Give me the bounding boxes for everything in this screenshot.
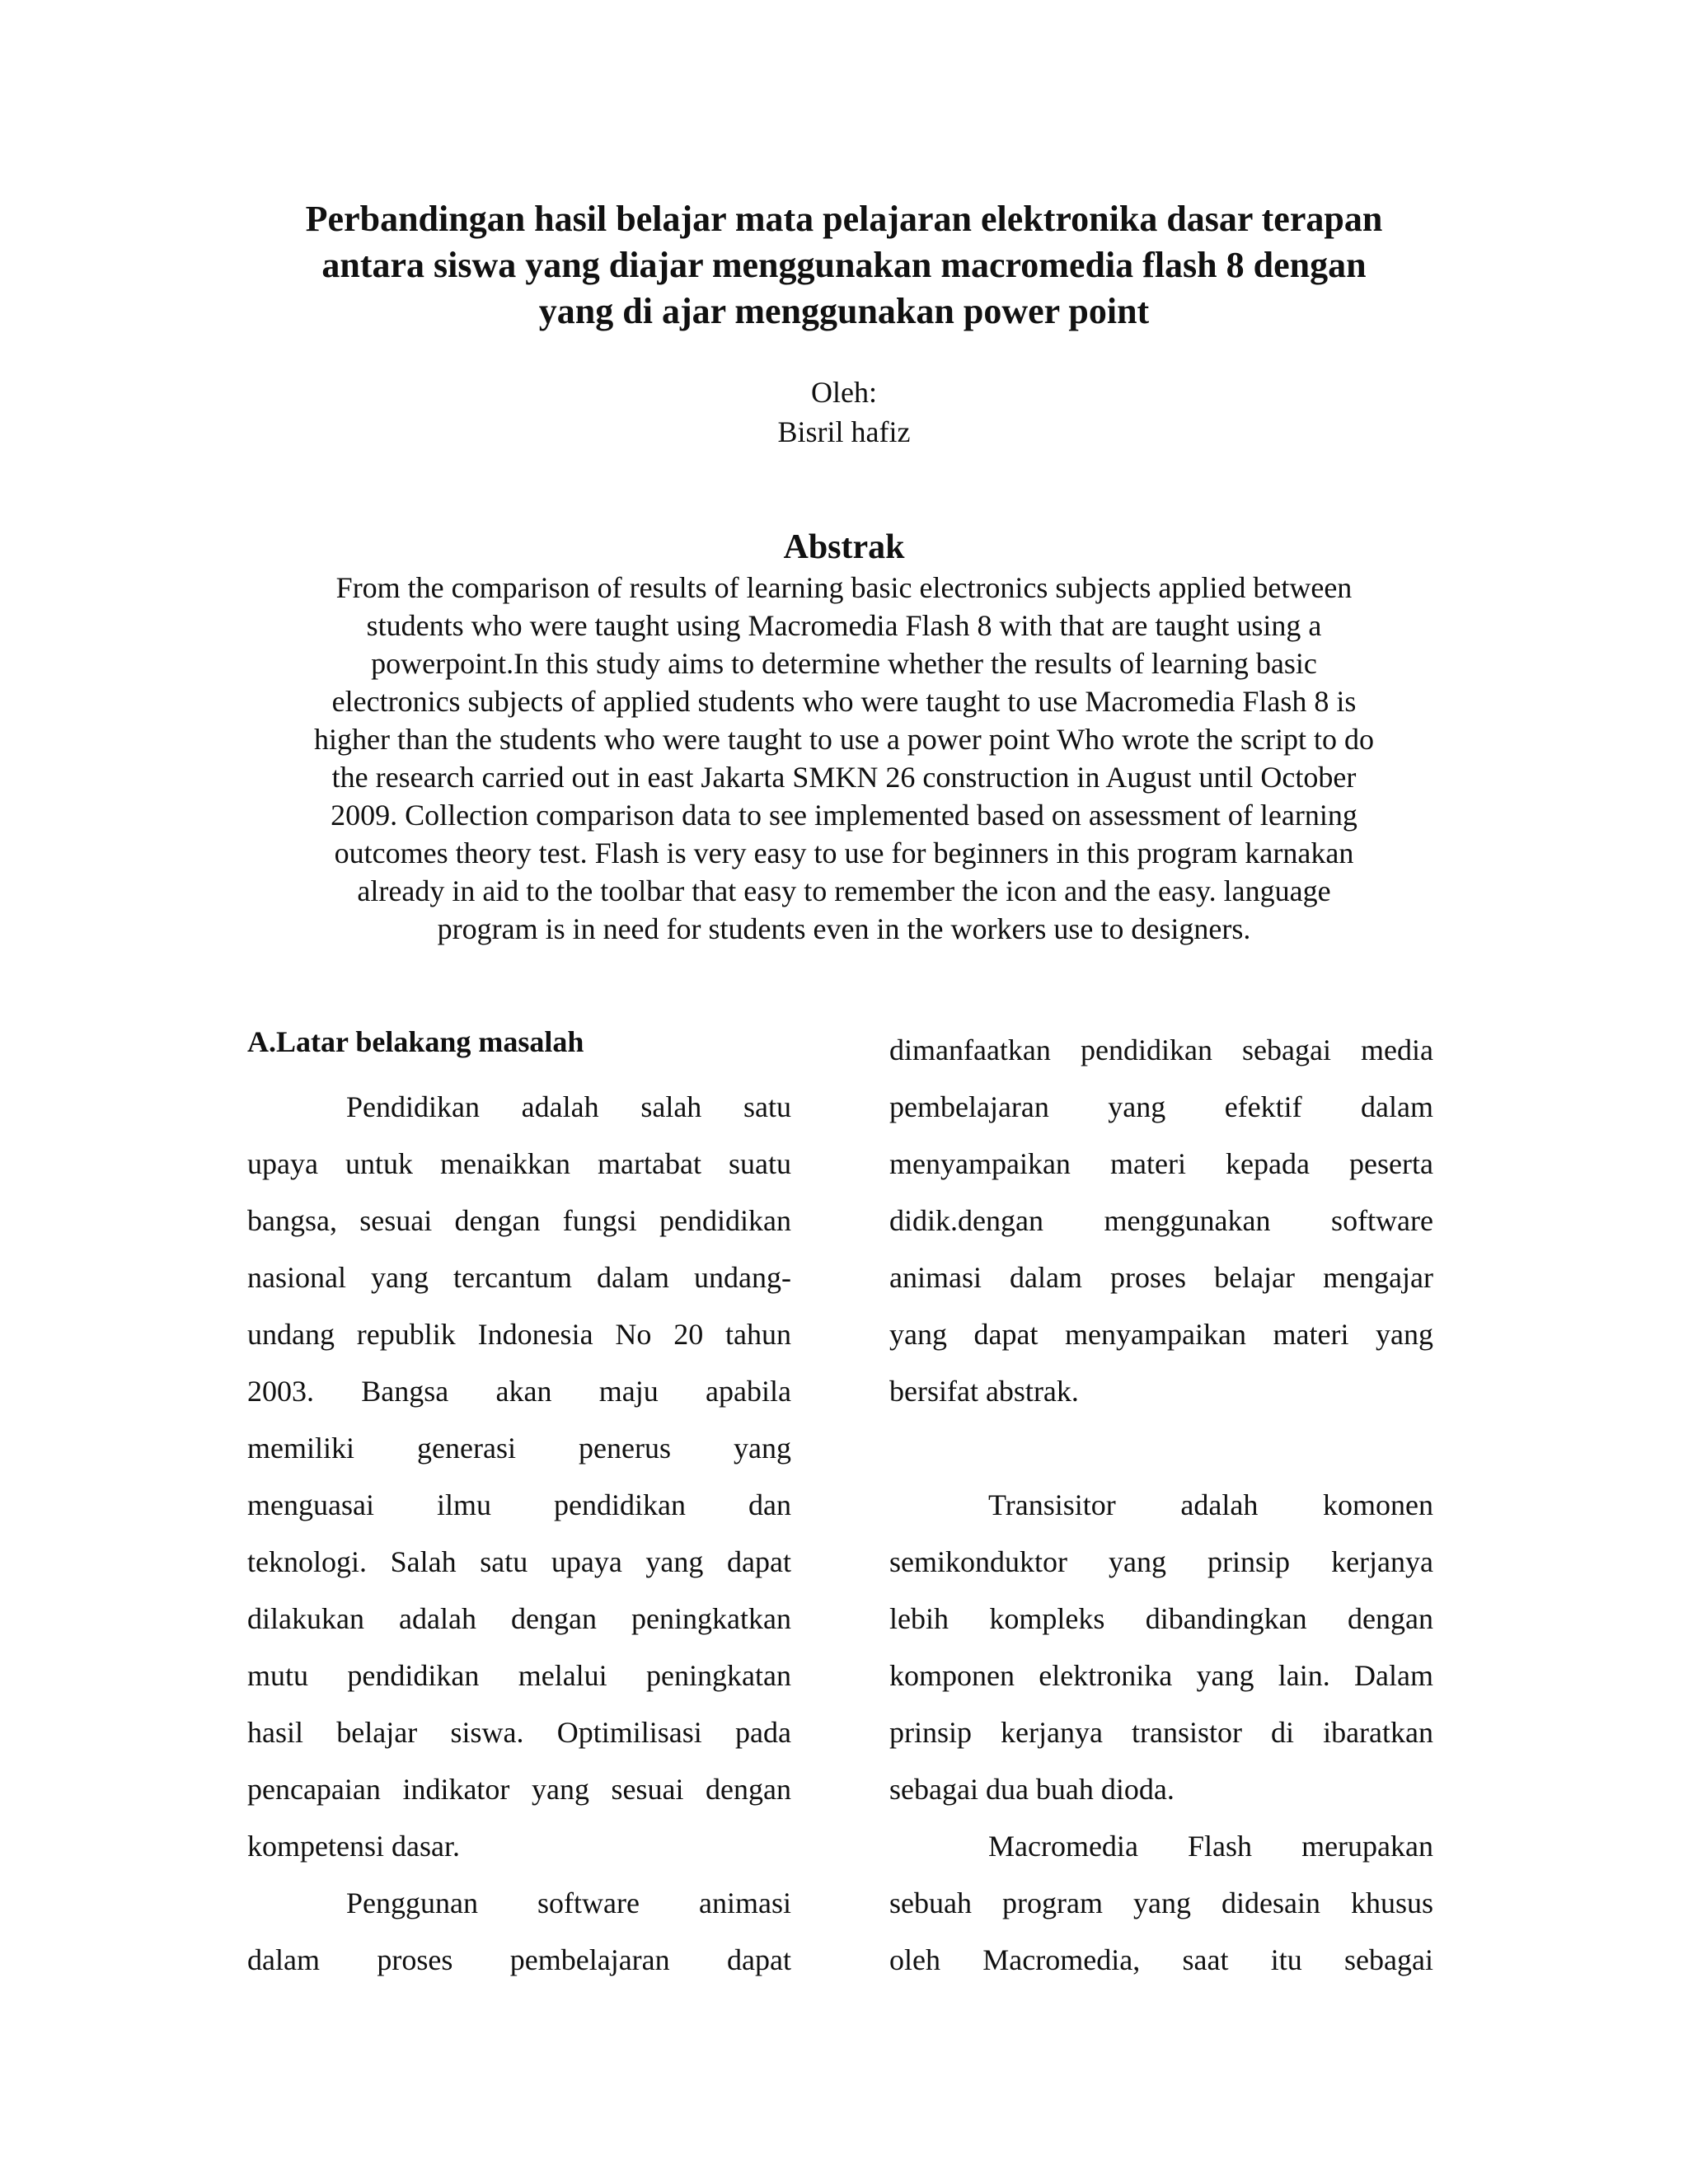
section-heading: A.Latar belakang masalah [247, 1025, 584, 1058]
byline [597, 373, 1091, 452]
text-line: dilakukan adalah dengan peningkatkan [247, 1602, 791, 1635]
abstract-text [239, 569, 1449, 948]
text-line: Penggunan software animasi [346, 1886, 791, 1919]
text-line: dalam proses pembelajaran dapat [247, 1943, 791, 1976]
author-name: Bisril hafiz [777, 415, 911, 448]
text-line: 2003. Bangsa akan maju apabila [247, 1375, 791, 1408]
abstract-line: outcomes theory test. Flash is very easy to use for beginners in this program karnakan [334, 837, 1354, 869]
byline-label: Oleh: [811, 376, 877, 409]
abstract-line: the research carried out in east Jakarta SMKN 26 construction in August until October [331, 761, 1357, 794]
abstract-line: higher than the students who were taught to use a power point Who wrote the script to do [313, 723, 1375, 756]
paragraph [889, 1477, 1433, 1818]
abstract-line: students who were taught using Macromedia Flash 8 with that are taught using a [366, 609, 1322, 642]
text-line: animasi dalam proses belajar mengajar [889, 1261, 1433, 1294]
paragraph [889, 1818, 1433, 1989]
abstract-line: electronics subjects of applied students who were taught to use Macromedia Flash 8 is [331, 685, 1357, 718]
left-column [247, 1022, 791, 1989]
abstract-line: powerpoint.In this study aims to determine whether the results of learning basic [371, 647, 1317, 680]
title-line: Perbandingan hasil belajar mata pelajaran elektronika dasar terapan [305, 199, 1383, 239]
text-line: komponen elektronika yang lain. Dalam [889, 1659, 1433, 1692]
text-line: didik.dengan menggunakan software [889, 1204, 1433, 1237]
abstract-line: already in aid to the toolbar that easy to remember the icon and the easy. language [357, 874, 1331, 907]
text-line: Pendidikan adalah salah satu [346, 1090, 791, 1123]
text-line: prinsip kerjanya transistor di ibaratkan [889, 1716, 1433, 1749]
abstract-line: 2009. Collection comparison data to see implemented based on assessment of learning [331, 799, 1357, 832]
abstract-heading: Abstrak [783, 528, 905, 566]
text-line: lebih kompleks dibandingkan dengan [889, 1602, 1433, 1635]
text-line: menguasai ilmu pendidikan dan [247, 1488, 791, 1521]
text-line: bersifat abstrak. [889, 1375, 1079, 1408]
text-line: teknologi. Salah satu upaya yang dapat [247, 1545, 791, 1578]
title-line: antara siswa yang diajar menggunakan macromedia flash 8 dengan [321, 245, 1367, 285]
text-line: pembelajaran yang efektif dalam [889, 1090, 1433, 1123]
paper-title [239, 196, 1449, 335]
text-line: pencapaian indikator yang sesuai dengan [247, 1773, 791, 1806]
abstract-line: From the comparison of results of learning basic electronics subjects applied between [335, 571, 1353, 604]
text-line: kompetensi dasar. [247, 1830, 460, 1863]
text-line: bangsa, sesuai dengan fungsi pendidikan [247, 1204, 791, 1237]
paragraph [889, 1022, 1433, 1420]
text-line: oleh Macromedia, saat itu sebagai [889, 1943, 1433, 1976]
text-line: dimanfaatkan pendidikan sebagai media [889, 1033, 1433, 1066]
text-line: semikonduktor yang prinsip kerjanya [889, 1545, 1433, 1578]
text-line: hasil belajar siswa. Optimilisasi pada [247, 1716, 791, 1749]
text-line: mutu pendidikan melalui peningkatan [247, 1659, 791, 1692]
text-line: sebuah program yang didesain khusus [889, 1886, 1433, 1919]
paragraph [247, 1079, 791, 1875]
paragraph [247, 1875, 791, 1989]
title-line: yang di ajar menggunakan power point [538, 291, 1150, 331]
text-line: undang republik Indonesia No 20 tahun [247, 1318, 791, 1351]
text-line: menyampaikan materi kepada peserta [889, 1147, 1433, 1180]
paragraph-spacer [889, 1420, 1433, 1477]
right-column [889, 1022, 1433, 1989]
text-line: memiliki generasi penerus yang [247, 1432, 791, 1465]
abstract-line: program is in need for students even in the workers use to designers. [437, 912, 1251, 945]
text-line: Transisitor adalah komonen [988, 1488, 1433, 1521]
text-line: Macromedia Flash merupakan [988, 1830, 1433, 1863]
text-line: upaya untuk menaikkan martabat suatu [247, 1147, 791, 1180]
text-line: yang dapat menyampaikan materi yang [889, 1318, 1433, 1351]
text-line: nasional yang tercantum dalam undang- [247, 1261, 791, 1294]
text-line: sebagai dua buah dioda. [889, 1773, 1175, 1806]
